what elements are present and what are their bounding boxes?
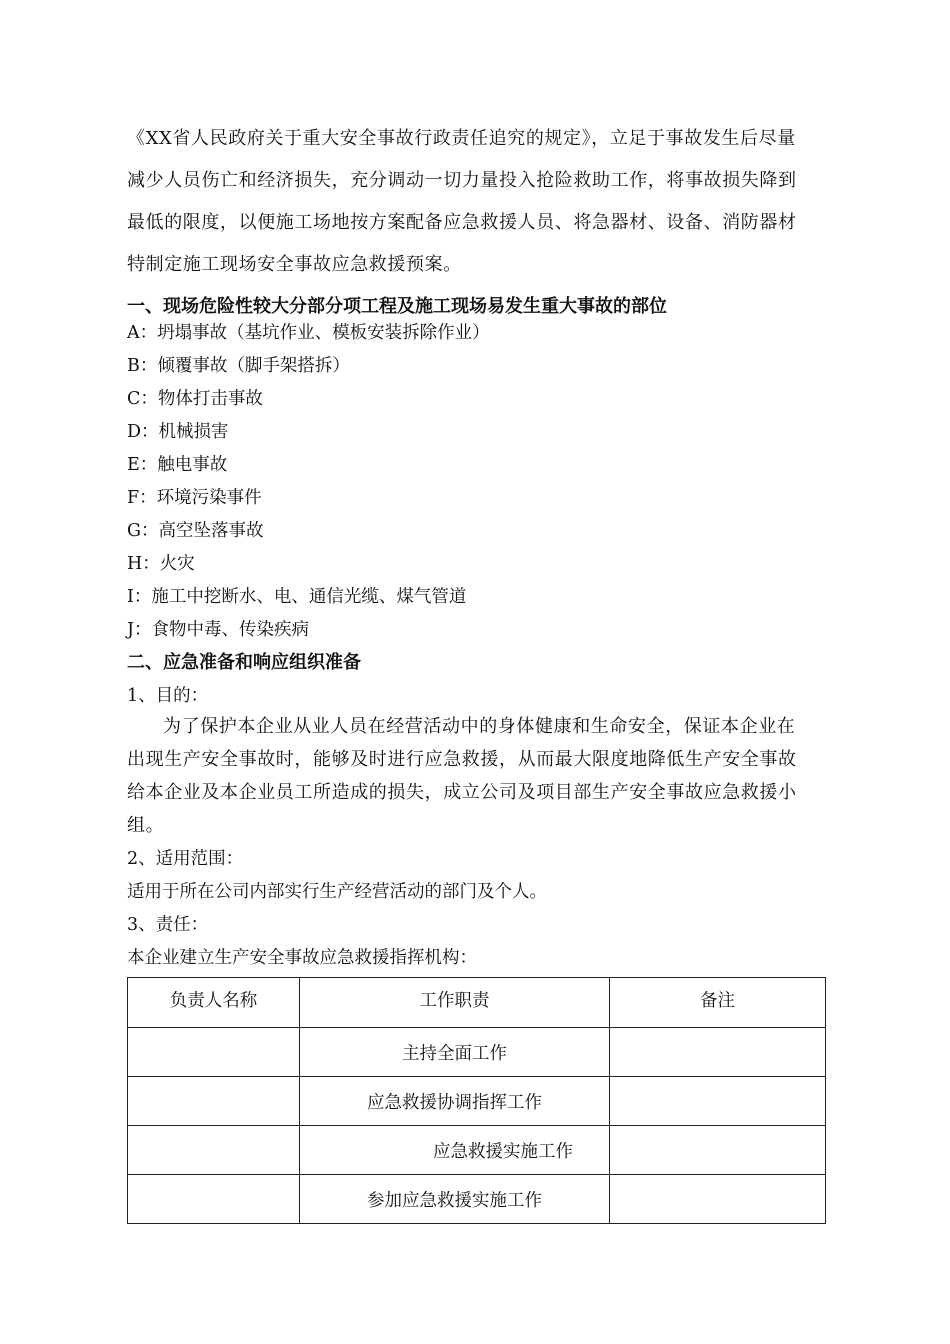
header-cell-duty: 工作职责 xyxy=(300,978,610,1028)
table-cell xyxy=(128,1126,300,1175)
header-cell-remark: 备注 xyxy=(610,978,826,1028)
command-structure-table xyxy=(127,977,826,1224)
intro-line: 特制定施工现场安全事故应急救援预案。 xyxy=(127,254,462,275)
hazard-item: A：坍塌事故（基坑作业、模板安装拆除作业） xyxy=(127,323,490,343)
table-header-row xyxy=(128,978,826,1028)
header-cell-name: 负责人名称 xyxy=(128,978,300,1028)
table-cell xyxy=(610,1126,826,1175)
table-cell: 应急救援协调指挥工作 xyxy=(300,1077,610,1126)
hazard-item: B：倾覆事故（脚手架搭拆） xyxy=(127,356,350,376)
table-row xyxy=(128,1028,826,1077)
purpose-line: 出现生产安全事故时，能够及时进行应急救援，从而最大限度地降低生产安全事故 xyxy=(127,749,797,770)
table-cell xyxy=(128,1077,300,1126)
subsection-title: 1、目的： xyxy=(127,686,209,706)
table-cell xyxy=(610,1175,826,1224)
hazard-item: J：食物中毒、传染疾病 xyxy=(127,620,310,640)
intro-line: 最低的限度，以便施工场地按方案配备应急救援人员、将急器材、设备、消防器材 xyxy=(127,212,797,233)
table-row xyxy=(128,1126,826,1175)
intro-line: 《XX省人民政府关于重大安全事故行政责任追究的规定》，立足于事故发生后尽量 xyxy=(127,128,796,149)
hazard-item: E：触电事故 xyxy=(127,455,228,475)
table-row xyxy=(128,1175,826,1224)
table-cell: 参加应急救援实施工作 xyxy=(300,1175,610,1224)
scope-text: 适用于所在公司内部实行生产经营活动的部门及个人。 xyxy=(127,882,547,902)
table-row xyxy=(128,1077,826,1126)
section-heading: 一、现场危险性较大分部分项工程及施工现场易发生重大事故的部位 xyxy=(127,296,667,317)
table-cell: 主持全面工作 xyxy=(300,1028,610,1077)
hazard-item: F：环境污染事件 xyxy=(127,488,262,508)
table-cell xyxy=(128,1028,300,1077)
subsection-title: 3、责任： xyxy=(127,915,209,935)
duty-text: 本企业建立生产安全事故应急救援指挥机构： xyxy=(127,948,477,968)
table-cell xyxy=(610,1028,826,1077)
subsection-title: 2、适用范围： xyxy=(127,849,244,869)
hazard-item: C：物体打击事故 xyxy=(127,389,263,409)
hazard-item: I：施工中挖断水、电、通信光缆、煤气管道 xyxy=(127,587,467,607)
purpose-line: 为了保护本企业从业人员在经营活动中的身体健康和生命安全，保证本企业在 xyxy=(163,716,796,737)
purpose-line: 组。 xyxy=(127,815,165,836)
hazard-item: H：火灾 xyxy=(127,554,195,574)
table-cell xyxy=(128,1175,300,1224)
table-cell: 应急救援实施工作 xyxy=(300,1126,610,1175)
hazard-item: D：机械损害 xyxy=(127,422,229,442)
section-heading: 二、应急准备和响应组织准备 xyxy=(127,652,361,673)
intro-line: 减少人员伤亡和经济损失，充分调动一切力量投入抢险救助工作，将事故损失降到 xyxy=(127,170,797,191)
purpose-line: 给本企业及本企业员工所造成的损失，成立公司及项目部生产安全事故应急救援小 xyxy=(127,782,797,803)
table-cell xyxy=(610,1077,826,1126)
hazard-item: G：高空坠落事故 xyxy=(127,521,264,541)
